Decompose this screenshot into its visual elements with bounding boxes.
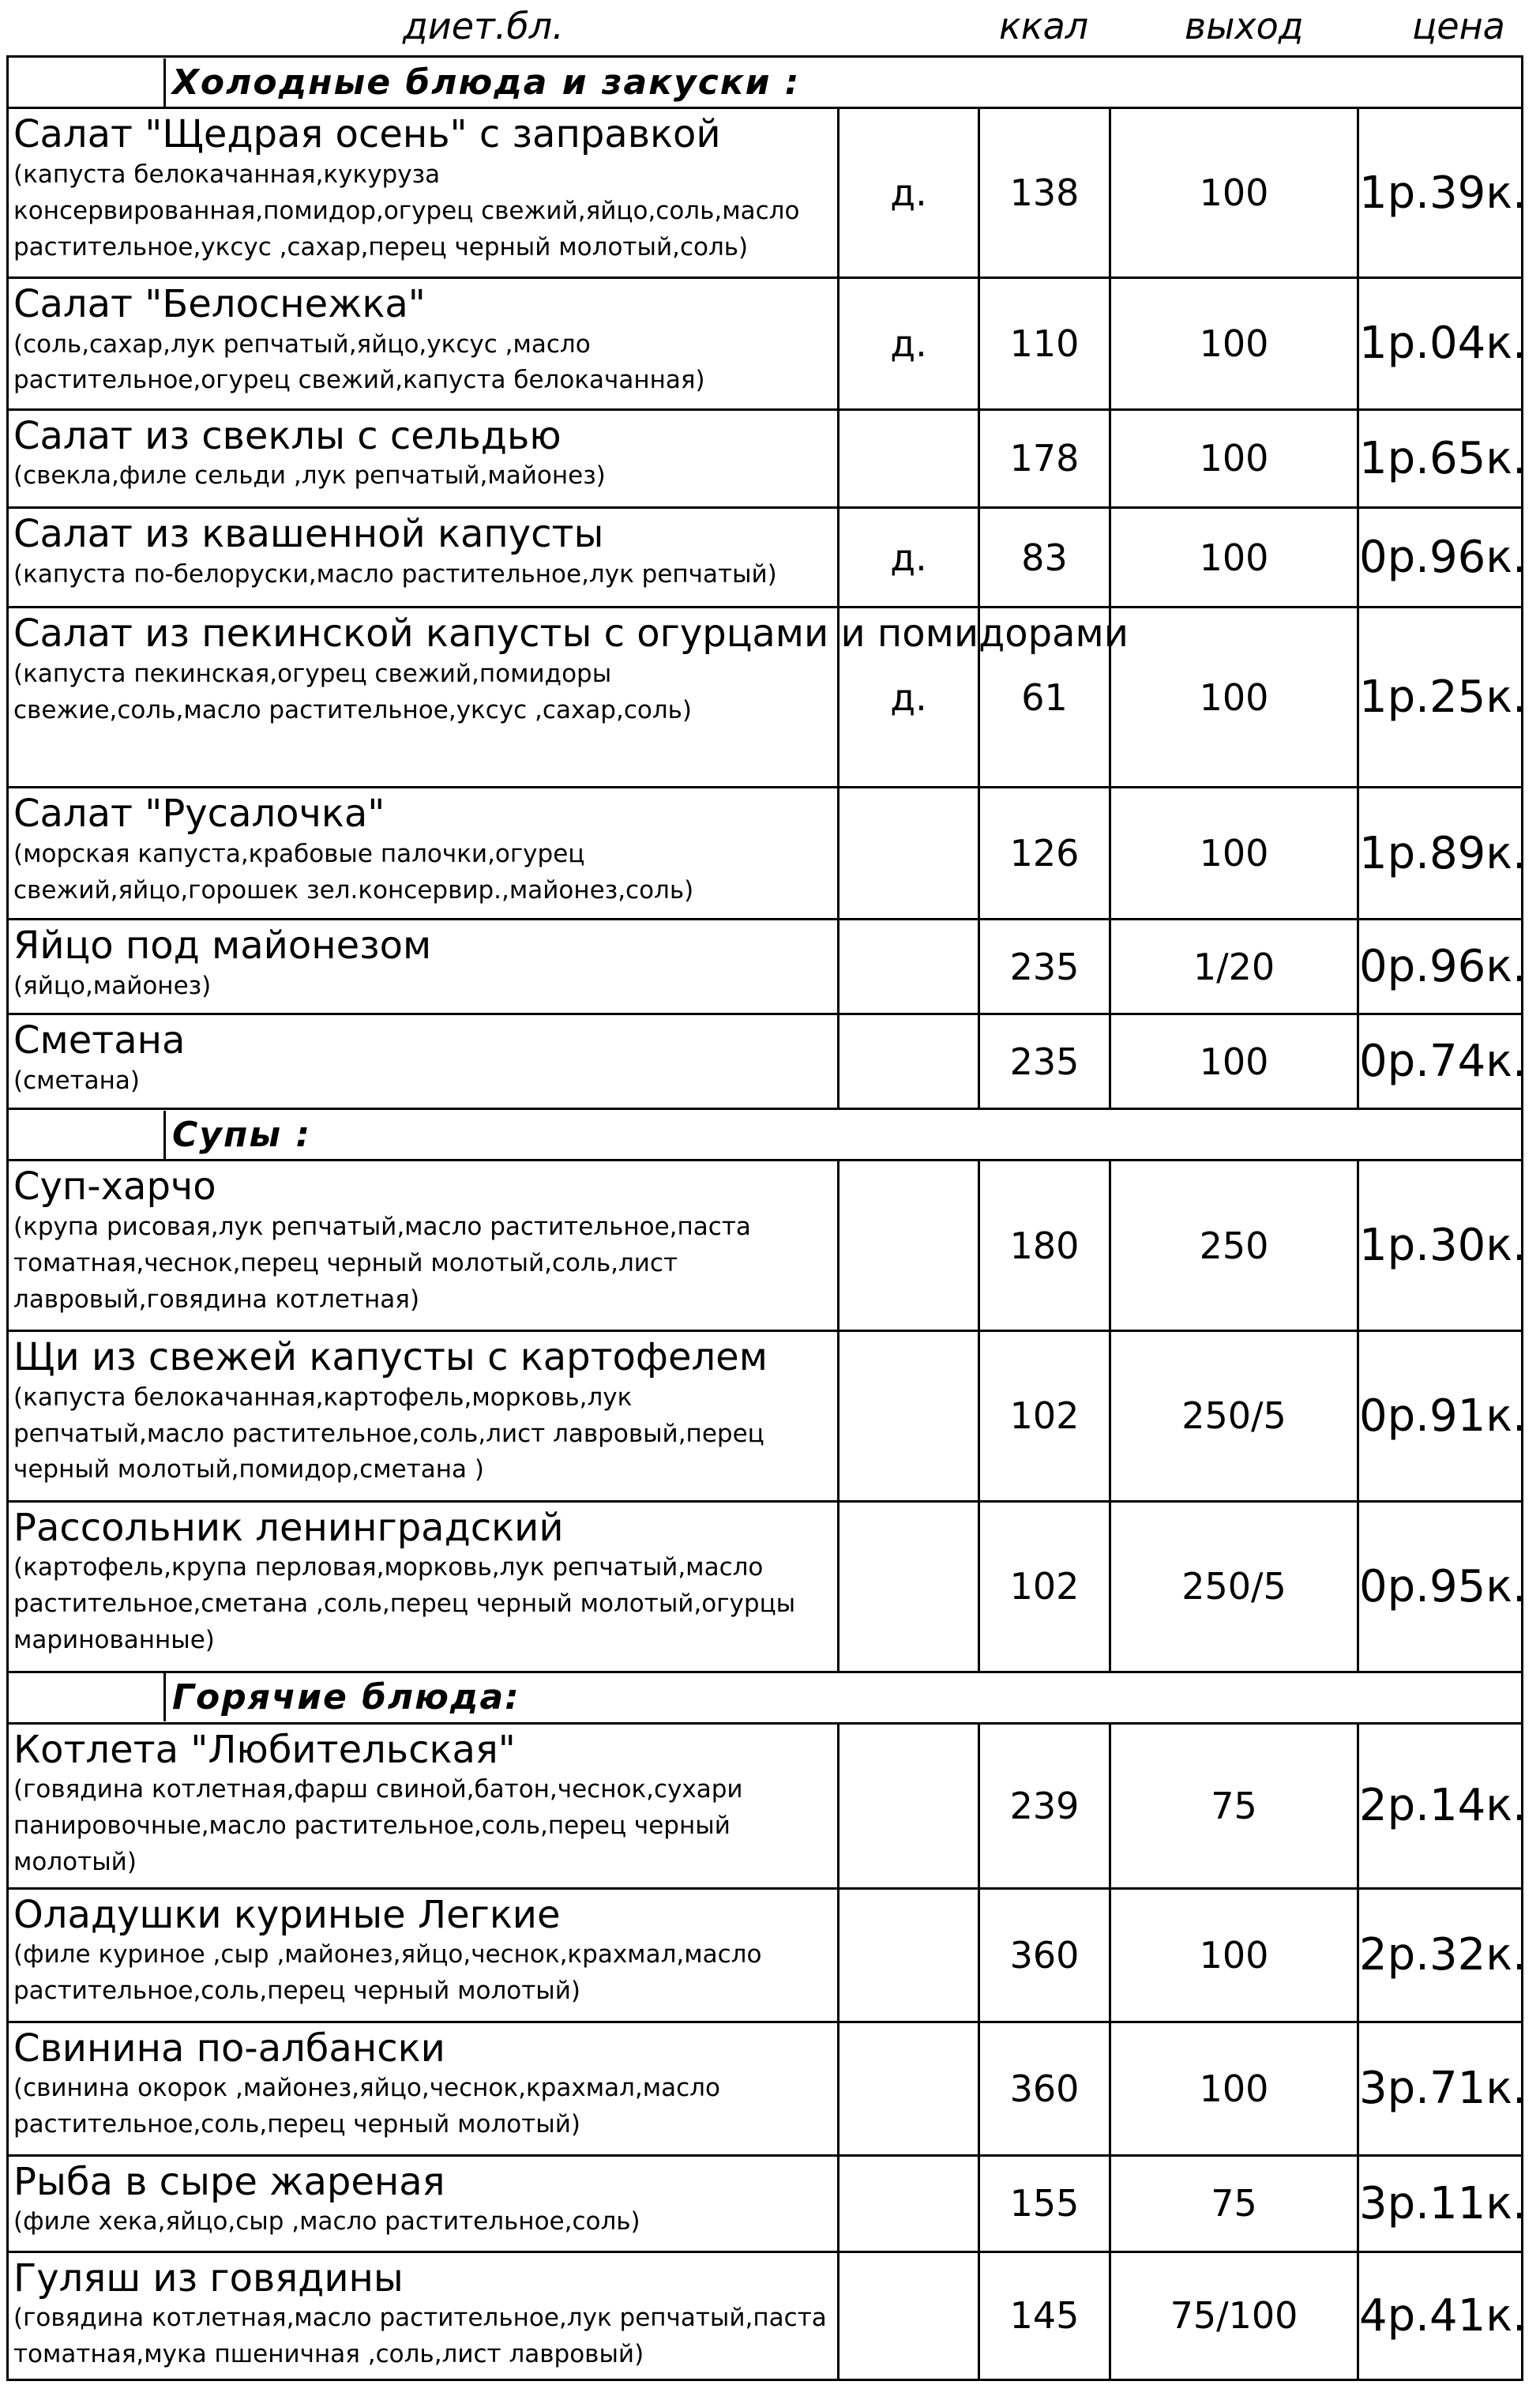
dish-ingredients: (свекла,филе сельди ,лук репчатый,майонез) — [13, 461, 606, 491]
kcal-value: 360 — [979, 1888, 1110, 2022]
menu-item-row — [8, 2155, 1523, 2251]
dish-name: Рыба в сыре жареная — [13, 2159, 445, 2204]
section-header-inner — [9, 1673, 1521, 1721]
kcal-value: 138 — [979, 108, 1110, 278]
dish-name: Суп-харчо — [13, 1164, 216, 1209]
header-output: выход — [1185, 5, 1304, 47]
output-value: 100 — [1110, 1014, 1358, 1109]
menu-item-row — [8, 1501, 1523, 1672]
diet-mark: д. — [839, 507, 979, 607]
kcal-value: 102 — [979, 1501, 1110, 1672]
diet-mark — [839, 920, 979, 1014]
output-value: 1/20 — [1110, 920, 1358, 1014]
menu-item-row — [8, 1161, 1523, 1331]
diet-mark — [839, 2251, 979, 2379]
dish-cell — [8, 1331, 839, 1502]
section-header — [8, 1109, 1523, 1161]
menu-item-row — [8, 1888, 1523, 2022]
kcal-value: 235 — [979, 1014, 1110, 1109]
output-value: 100 — [1110, 1888, 1358, 2022]
output-value: 75 — [1110, 2155, 1358, 2251]
diet-mark — [839, 1014, 979, 1109]
dish-ingredients: (морская капуста,крабовые палочки,огурец свежий,яйцо,горошек зел.консервир.,майонез,соль) — [13, 839, 694, 905]
column-header — [0, 0, 1540, 55]
section-header-cell — [8, 1109, 1523, 1161]
price-value: 1р.65к. — [1358, 409, 1523, 507]
output-value: 250 — [1110, 1161, 1358, 1331]
dish-cell — [8, 409, 839, 507]
price-value: 2р.32к. — [1358, 1888, 1523, 2022]
output-value: 250/5 — [1110, 1331, 1358, 1502]
price-value: 0р.91к. — [1358, 1331, 1523, 1502]
menu-item-row — [8, 1014, 1523, 1109]
price-value: 3р.11к. — [1358, 2155, 1523, 2251]
kcal-value: 83 — [979, 507, 1110, 607]
price-value: 1р.30к. — [1358, 1161, 1523, 1331]
dish-cell — [8, 2251, 839, 2379]
output-value: 75 — [1110, 1723, 1358, 1888]
price-value: 0р.96к. — [1358, 507, 1523, 607]
kcal-value: 102 — [979, 1331, 1110, 1502]
menu-item-row — [8, 608, 1523, 788]
dish-name: Свинина по-албански — [13, 2026, 445, 2071]
dish-cell — [8, 1501, 839, 1672]
dish-ingredients: (капуста пекинская,огурец свежий,помидоры свежие,соль,масло растительное,уксус ,сахар,соль) — [13, 659, 693, 724]
menu-item-row — [8, 108, 1523, 278]
diet-mark — [839, 409, 979, 507]
diet-mark — [839, 1723, 979, 1888]
kcal-value: 155 — [979, 2155, 1110, 2251]
menu-item-row — [8, 1331, 1523, 1502]
diet-mark — [839, 788, 979, 920]
section-header — [8, 57, 1523, 108]
diet-mark: д. — [839, 608, 979, 788]
kcal-value: 239 — [979, 1723, 1110, 1888]
dish-ingredients: (сметана) — [13, 1066, 141, 1095]
kcal-value: 235 — [979, 920, 1110, 1014]
dish-ingredients: (капуста по-белоруски,масло растительное,лук репчатый) — [13, 559, 777, 589]
price-value: 2р.14к. — [1358, 1723, 1523, 1888]
dish-cell — [8, 1723, 839, 1888]
output-value: 100 — [1110, 409, 1358, 507]
kcal-value: 110 — [979, 277, 1110, 409]
dish-name: Рассольник ленинградский — [13, 1505, 564, 1550]
kcal-value: 145 — [979, 2251, 1110, 2379]
menu-item-row — [8, 507, 1523, 607]
price-value: 3р.71к. — [1358, 2022, 1523, 2155]
dish-cell — [8, 920, 839, 1014]
price-value: 0р.96к. — [1358, 920, 1523, 1014]
diet-mark — [839, 2155, 979, 2251]
header-price: цена — [1412, 5, 1505, 47]
price-value: 1р.25к. — [1358, 608, 1523, 788]
output-value: 100 — [1110, 608, 1358, 788]
dish-name: Оладушки куриные Легкие — [13, 1892, 561, 1937]
dish-ingredients: (говядина котлетная,масло растительное,лук репчатый,паста томатная,мука пшеничная ,соль,лист лавровый) — [13, 2304, 827, 2369]
dish-name: Гуляш из говядины — [13, 2255, 404, 2300]
dish-cell — [8, 2022, 839, 2155]
output-value: 100 — [1110, 108, 1358, 278]
kcal-value: 126 — [979, 788, 1110, 920]
output-value: 250/5 — [1110, 1501, 1358, 1672]
diet-mark: д. — [839, 277, 979, 409]
output-value: 100 — [1110, 788, 1358, 920]
dish-cell — [8, 1888, 839, 2022]
dish-cell — [8, 788, 839, 920]
diet-mark — [839, 1888, 979, 2022]
dish-name: Салат из квашенной капусты — [13, 511, 604, 556]
menu-item-row — [8, 409, 1523, 507]
header-diet: диет.бл. — [403, 5, 564, 47]
dish-ingredients: (капуста белокачанная,картофель,морковь,лук репчатый,масло растительное,соль,лист лавровый,перец черный молотый,помидор,сметана ) — [13, 1382, 764, 1484]
dish-name: Котлета "Любительская" — [13, 1727, 516, 1772]
dish-ingredients: (капуста белокачанная,кукуруза консервированная,помидор,огурец свежий,яйцо,соль,масло растительное,уксус ,сахар,перец черный молотый,соль) — [13, 160, 800, 261]
kcal-value: 61 — [979, 608, 1110, 788]
menu-item-row — [8, 277, 1523, 409]
dish-cell — [8, 2155, 839, 2251]
dish-name: Салат "Белоснежка" — [13, 281, 426, 326]
menu-item-row — [8, 2022, 1523, 2155]
price-value: 1р.39к. — [1358, 108, 1523, 278]
menu-item-row — [8, 2251, 1523, 2379]
kcal-value: 178 — [979, 409, 1110, 507]
price-value: 1р.04к. — [1358, 277, 1523, 409]
diet-mark — [839, 1501, 979, 1672]
output-value: 100 — [1110, 507, 1358, 607]
section-header-cell — [8, 1672, 1523, 1723]
dish-name: Салат из пекинской капусты с огурцами и помидорами — [13, 611, 1129, 656]
section-header-spacer — [9, 1673, 166, 1721]
dish-ingredients: (свинина окорок ,майонез,яйцо,чеснок,крахмал,масло растительное,соль,перец черный молотый) — [13, 2074, 720, 2139]
dish-ingredients: (филе хека,яйцо,сыр ,масло растительное,соль) — [13, 2207, 640, 2236]
section-title: Горячие блюда: — [172, 1677, 520, 1718]
section-header-inner — [9, 58, 1521, 107]
dish-cell — [8, 277, 839, 409]
section-title: Холодные блюда и закуски : — [172, 62, 801, 103]
diet-mark — [839, 1161, 979, 1331]
dish-ingredients: (соль,сахар,лук репчатый,яйцо,уксус ,масло растительное,огурец свежий,капуста белокачанная) — [13, 329, 705, 395]
menu-item-row — [8, 920, 1523, 1014]
section-title: Супы : — [172, 1114, 312, 1155]
menu-item-row — [8, 788, 1523, 920]
section-header — [8, 1672, 1523, 1723]
dish-ingredients: (филе куриное ,сыр ,майонез,яйцо,чеснок,крахмал,масло растительное,соль,перец черный молотый) — [13, 1940, 762, 2006]
dish-ingredients: (яйцо,майонез) — [13, 971, 212, 1000]
output-value: 100 — [1110, 2022, 1358, 2155]
menu-item-row — [8, 1723, 1523, 1888]
price-value: 4р.41к. — [1358, 2251, 1523, 2379]
menu-table — [6, 55, 1527, 2381]
diet-mark — [839, 2022, 979, 2155]
price-value: 1р.89к. — [1358, 788, 1523, 920]
dish-cell — [8, 507, 839, 607]
diet-mark: д. — [839, 108, 979, 278]
dish-cell — [8, 1014, 839, 1109]
section-header-spacer — [9, 58, 166, 107]
dish-name: Сметана — [13, 1018, 186, 1063]
price-value: 0р.95к. — [1358, 1501, 1523, 1672]
kcal-value: 180 — [979, 1161, 1110, 1331]
dish-name: Салат "Щедрая осень" с заправкой — [13, 112, 721, 157]
dish-ingredients: (крупа рисовая,лук репчатый,масло растительное,паста томатная,чеснок,перец черный молотый,соль,лист лавровый,говядина котлетная) — [13, 1212, 751, 1314]
dish-cell — [8, 1161, 839, 1331]
dish-ingredients: (картофель,крупа перловая,морковь,лук репчатый,масло растительное,сметана ,соль,перец черный молотый,огурцы маринованные) — [13, 1553, 796, 1655]
dish-cell — [8, 108, 839, 278]
header-kcal: ккал — [999, 5, 1089, 47]
dish-name: Салат "Русалочка" — [13, 792, 385, 837]
dish-ingredients: (говядина котлетная,фарш свиной,батон,чеснок,сухари панировочные,масло растительное,соль,перец черный молотый) — [13, 1775, 743, 1877]
kcal-value: 360 — [979, 2022, 1110, 2155]
output-value: 100 — [1110, 277, 1358, 409]
output-value: 75/100 — [1110, 2251, 1358, 2379]
section-header-spacer — [9, 1111, 166, 1159]
section-header-inner — [9, 1111, 1521, 1159]
dish-name: Салат из свеклы с сельдью — [13, 413, 562, 458]
dish-name: Щи из свежей капусты с картофелем — [13, 1335, 768, 1380]
diet-mark — [839, 1331, 979, 1502]
section-header-cell — [8, 57, 1523, 108]
price-value: 0р.74к. — [1358, 1014, 1523, 1109]
dish-name: Яйцо под майонезом — [13, 924, 432, 969]
